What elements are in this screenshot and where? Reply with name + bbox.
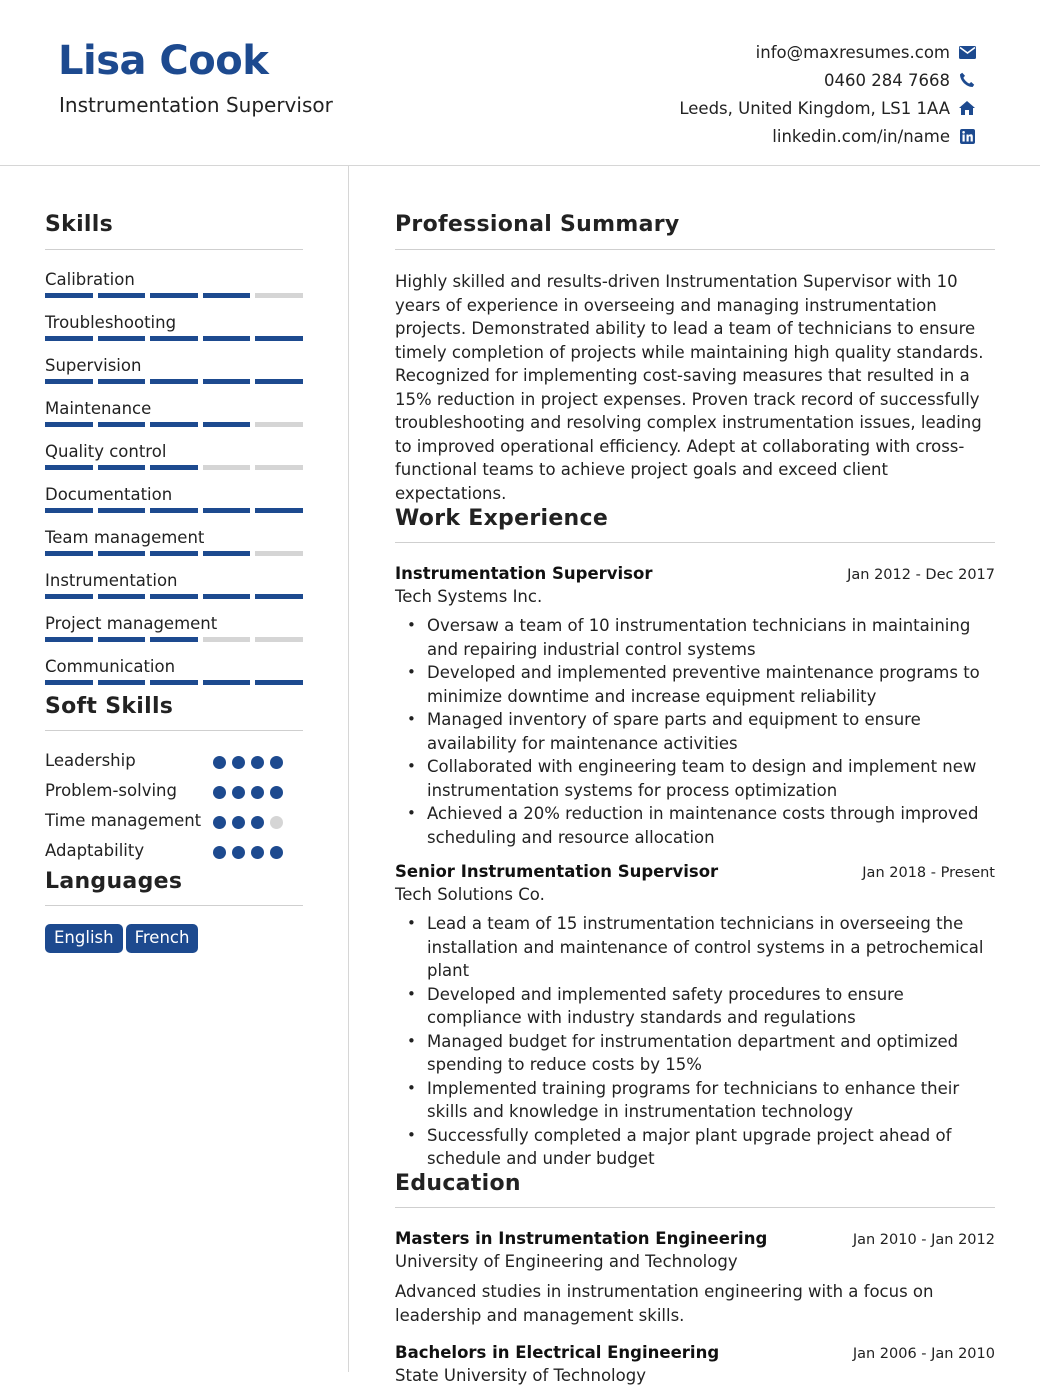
soft-skill-name: Leadership: [45, 751, 136, 770]
job-dates: Jan 2012 - Dec 2017: [847, 567, 995, 583]
skill-level-segment: [203, 594, 251, 599]
skill-level-segment: [98, 637, 146, 642]
soft-skill-item: [45, 839, 303, 862]
skill-item: [45, 654, 303, 697]
skill-level-segment: [45, 551, 93, 556]
skill-item: [45, 611, 303, 654]
skill-level-segment: [150, 293, 198, 298]
skill-level-segment: [150, 551, 198, 556]
skill-level-segment: [255, 465, 303, 470]
education-entry: [395, 1343, 995, 1385]
skill-level-segment: [255, 680, 303, 685]
skill-level-segment: [203, 379, 251, 384]
rating-dot: [251, 756, 264, 769]
education-school: University of Engineering and Technology: [395, 1251, 738, 1271]
skill-level-segment: [45, 422, 93, 427]
skill-level-segment: [203, 551, 251, 556]
job-entry: [395, 862, 995, 1171]
skill-level-segment: [98, 508, 146, 513]
education-school: State University of Technology: [395, 1365, 646, 1385]
education-entry: [395, 1229, 995, 1328]
skill-level-bar: [45, 293, 303, 298]
skill-level-segment: [255, 637, 303, 642]
job-bullet: • Developed and implemented preventive maintenance programs to minimize downtime and increase equipment reliability: [395, 661, 995, 708]
skill-level-segment: [45, 594, 93, 599]
skill-level-segment: [98, 465, 146, 470]
contact-address-text: Leeds, United Kingdom, LS1 1AA: [679, 98, 950, 118]
job-bullet: • Implemented training programs for technicians to enhance their skills and knowledge in instrumentation technology: [395, 1077, 995, 1124]
skill-level-segment: [203, 465, 251, 470]
contact-email-text: info@maxresumes.com: [755, 42, 950, 62]
soft-skill-rating: [213, 839, 283, 859]
skill-level-segment: [150, 465, 198, 470]
soft-skill-rating: [213, 809, 283, 829]
rating-dot: [213, 816, 226, 829]
skill-level-segment: [45, 336, 93, 341]
skill-name: Calibration: [45, 270, 135, 289]
education-divider: [395, 1207, 995, 1208]
languages-title: Languages: [45, 869, 183, 894]
soft-skills-title: Soft Skills: [45, 694, 174, 719]
skill-level-segment: [45, 465, 93, 470]
skill-level-segment: [98, 293, 146, 298]
main-content: [350, 166, 1040, 1385]
skill-level-bar: [45, 508, 303, 513]
rating-dot: [251, 816, 264, 829]
job-bullet: • Oversaw a team of 10 instrumentation technicians in maintaining and repairing industrial control systems: [395, 614, 995, 661]
job-bullet: • Successfully completed a major plant upgrade project ahead of schedule and under budget: [395, 1124, 995, 1171]
rating-dot: [213, 756, 226, 769]
skill-level-bar: [45, 551, 303, 556]
skill-name: Team management: [45, 528, 205, 547]
experience-divider: [395, 542, 995, 543]
contact-linkedin[interactable]: [556, 122, 976, 150]
soft-skill-rating: [213, 779, 283, 799]
skill-level-segment: [203, 680, 251, 685]
soft-skills-divider: [45, 730, 303, 731]
skills-section: [45, 212, 303, 953]
rating-dot: [232, 786, 245, 799]
education-degree: Bachelors in Electrical Engineering: [395, 1342, 720, 1362]
skill-level-segment: [203, 422, 251, 427]
skill-level-bar: [45, 594, 303, 599]
skill-level-bar: [45, 637, 303, 642]
skill-level-segment: [150, 508, 198, 513]
job-company: Tech Systems Inc.: [395, 587, 543, 606]
soft-skill-name: Adaptability: [45, 841, 145, 860]
job-title: Instrumentation Supervisor: [395, 564, 653, 583]
contact-address: [556, 94, 976, 122]
skill-level-segment: [98, 551, 146, 556]
job-header: [395, 564, 995, 583]
skill-item: [45, 267, 303, 310]
languages-divider: [45, 905, 303, 906]
skill-level-segment: [98, 680, 146, 685]
job-bullets: [395, 614, 995, 849]
contact-block: [556, 38, 976, 150]
skill-level-segment: [203, 637, 251, 642]
skill-level-segment: [150, 680, 198, 685]
skill-level-segment: [45, 680, 93, 685]
skill-level-segment: [255, 379, 303, 384]
skill-level-segment: [150, 379, 198, 384]
skill-name: Troubleshooting: [45, 313, 177, 332]
education-dates: Jan 2006 - Jan 2010: [852, 1345, 995, 1362]
skill-level-segment: [255, 336, 303, 341]
job-entry: [395, 564, 995, 849]
rating-dot: [270, 756, 283, 769]
skill-level-bar: [45, 336, 303, 341]
soft-skill-item: [45, 749, 303, 772]
skill-name: Quality control: [45, 442, 167, 461]
job-title: Senior Instrumentation Supervisor: [395, 862, 719, 881]
language-chip: French: [126, 924, 199, 953]
soft-skill-name: Problem-solving: [45, 781, 177, 800]
skill-level-segment: [150, 594, 198, 599]
main-column: [395, 212, 995, 1385]
education-description: Advanced studies in instrumentation engineering with a focus on leadership and management skills.: [395, 1281, 934, 1325]
skills-divider: [45, 249, 303, 250]
rating-dot: [270, 846, 283, 859]
contact-phone-text: 0460 284 7668: [824, 70, 950, 90]
skill-level-segment: [98, 594, 146, 599]
skill-level-segment: [150, 422, 198, 427]
skill-level-segment: [255, 422, 303, 427]
skill-level-segment: [255, 508, 303, 513]
skill-item: [45, 396, 303, 439]
skill-level-segment: [150, 637, 198, 642]
skill-level-segment: [203, 336, 251, 341]
skills-list: [45, 267, 303, 697]
job-bullet: • Developed and implemented safety procedures to ensure compliance with industry standards and regulations: [395, 983, 995, 1030]
skill-item: [45, 310, 303, 353]
skill-item: [45, 439, 303, 482]
contact-email[interactable]: [556, 38, 976, 66]
contact-phone[interactable]: [556, 66, 976, 94]
rating-dot: [270, 816, 283, 829]
education-title: Education: [395, 1170, 521, 1196]
skill-level-bar: [45, 379, 303, 384]
soft-skill-name: Time management: [45, 811, 202, 830]
education-list: [395, 1229, 995, 1385]
skills-title: Skills: [45, 212, 113, 237]
skill-name: Documentation: [45, 485, 173, 504]
soft-skill-item: [45, 809, 303, 832]
skill-level-segment: [98, 379, 146, 384]
phone-icon: [958, 71, 976, 89]
rating-dot: [270, 786, 283, 799]
education-degree: Masters in Instrumentation Engineering: [395, 1228, 768, 1248]
skill-level-segment: [98, 422, 146, 427]
skill-level-segment: [203, 508, 251, 513]
skill-item: [45, 525, 303, 568]
jobs-list: [395, 564, 995, 1171]
rating-dot: [213, 786, 226, 799]
soft-skill-item: [45, 779, 303, 802]
rating-dot: [232, 756, 245, 769]
job-bullet: • Achieved a 20% reduction in maintenance costs through improved scheduling and resource allocation: [395, 802, 995, 849]
skill-name: Instrumentation: [45, 571, 178, 590]
skill-level-bar: [45, 465, 303, 470]
job-bullet: • Collaborated with engineering team to design and implement new instrumentation systems for process optimization: [395, 755, 995, 802]
soft-skills-list: [45, 749, 303, 862]
linkedin-icon: [958, 127, 976, 145]
home-icon: [958, 99, 976, 117]
education-header: [395, 1343, 995, 1362]
skill-item: [45, 482, 303, 525]
summary-divider: [395, 249, 995, 250]
rating-dot: [232, 816, 245, 829]
skill-item: [45, 568, 303, 611]
candidate-role: Instrumentation Supervisor: [59, 93, 333, 117]
rating-dot: [251, 786, 264, 799]
languages-list: [45, 924, 303, 953]
skill-name: Maintenance: [45, 399, 152, 418]
summary-text: Highly skilled and results-driven Instrumentation Supervisor with 10 years of experience in overseeing and managing instrumentation projects. Demonstrated ability to lead a team of technicians to ensure timely completion of projects while maintaining high quality standards. Recognized for implementing cost-saving measures that resulted in a 15% reduction in project expenses. Proven track record of successfully troubleshooting and resolving complex instrumentation issues, leading to improved operational efficiency. Adept at collaborating with cross-functional teams to achieve project goals and exceed client expectations.: [395, 272, 984, 503]
language-chip: English: [45, 924, 123, 953]
skill-name: Communication: [45, 657, 176, 676]
resume-header: [0, 0, 1040, 166]
skill-level-segment: [45, 379, 93, 384]
skill-level-segment: [98, 336, 146, 341]
skill-name: Supervision: [45, 356, 142, 375]
skill-level-segment: [45, 637, 93, 642]
job-bullet: • Managed budget for instrumentation department and optimized spending to reduce costs by 15%: [395, 1030, 995, 1077]
skill-name: Project management: [45, 614, 218, 633]
skill-level-segment: [255, 293, 303, 298]
rating-dot: [213, 846, 226, 859]
candidate-name: Lisa Cook: [58, 38, 269, 84]
contact-linkedin-text: linkedin.com/in/name: [772, 126, 950, 146]
skill-level-segment: [45, 508, 93, 513]
skill-level-segment: [255, 551, 303, 556]
skill-level-bar: [45, 422, 303, 427]
job-company: Tech Solutions Co.: [395, 885, 545, 904]
job-bullets: [395, 912, 995, 1171]
skill-level-segment: [45, 293, 93, 298]
summary-title: Professional Summary: [395, 212, 680, 237]
job-bullet: • Lead a team of 15 instrumentation technicians in overseeing the installation and maintenance of control systems in a petrochemical plant: [395, 912, 995, 983]
rating-dot: [232, 846, 245, 859]
skill-level-segment: [255, 594, 303, 599]
experience-title: Work Experience: [395, 506, 609, 531]
soft-skill-rating: [213, 749, 283, 769]
skill-level-segment: [150, 336, 198, 341]
sidebar: [0, 166, 349, 1372]
skill-level-bar: [45, 680, 303, 685]
skill-level-segment: [203, 293, 251, 298]
education-dates: Jan 2010 - Jan 2012: [852, 1231, 995, 1248]
job-bullet: • Managed inventory of spare parts and equipment to ensure availability for maintenance activities: [395, 708, 995, 755]
job-header: [395, 862, 995, 881]
job-dates: Jan 2018 - Present: [862, 865, 995, 881]
education-header: [395, 1229, 995, 1248]
rating-dot: [251, 846, 264, 859]
skill-item: [45, 353, 303, 396]
envelope-icon: [958, 43, 976, 61]
